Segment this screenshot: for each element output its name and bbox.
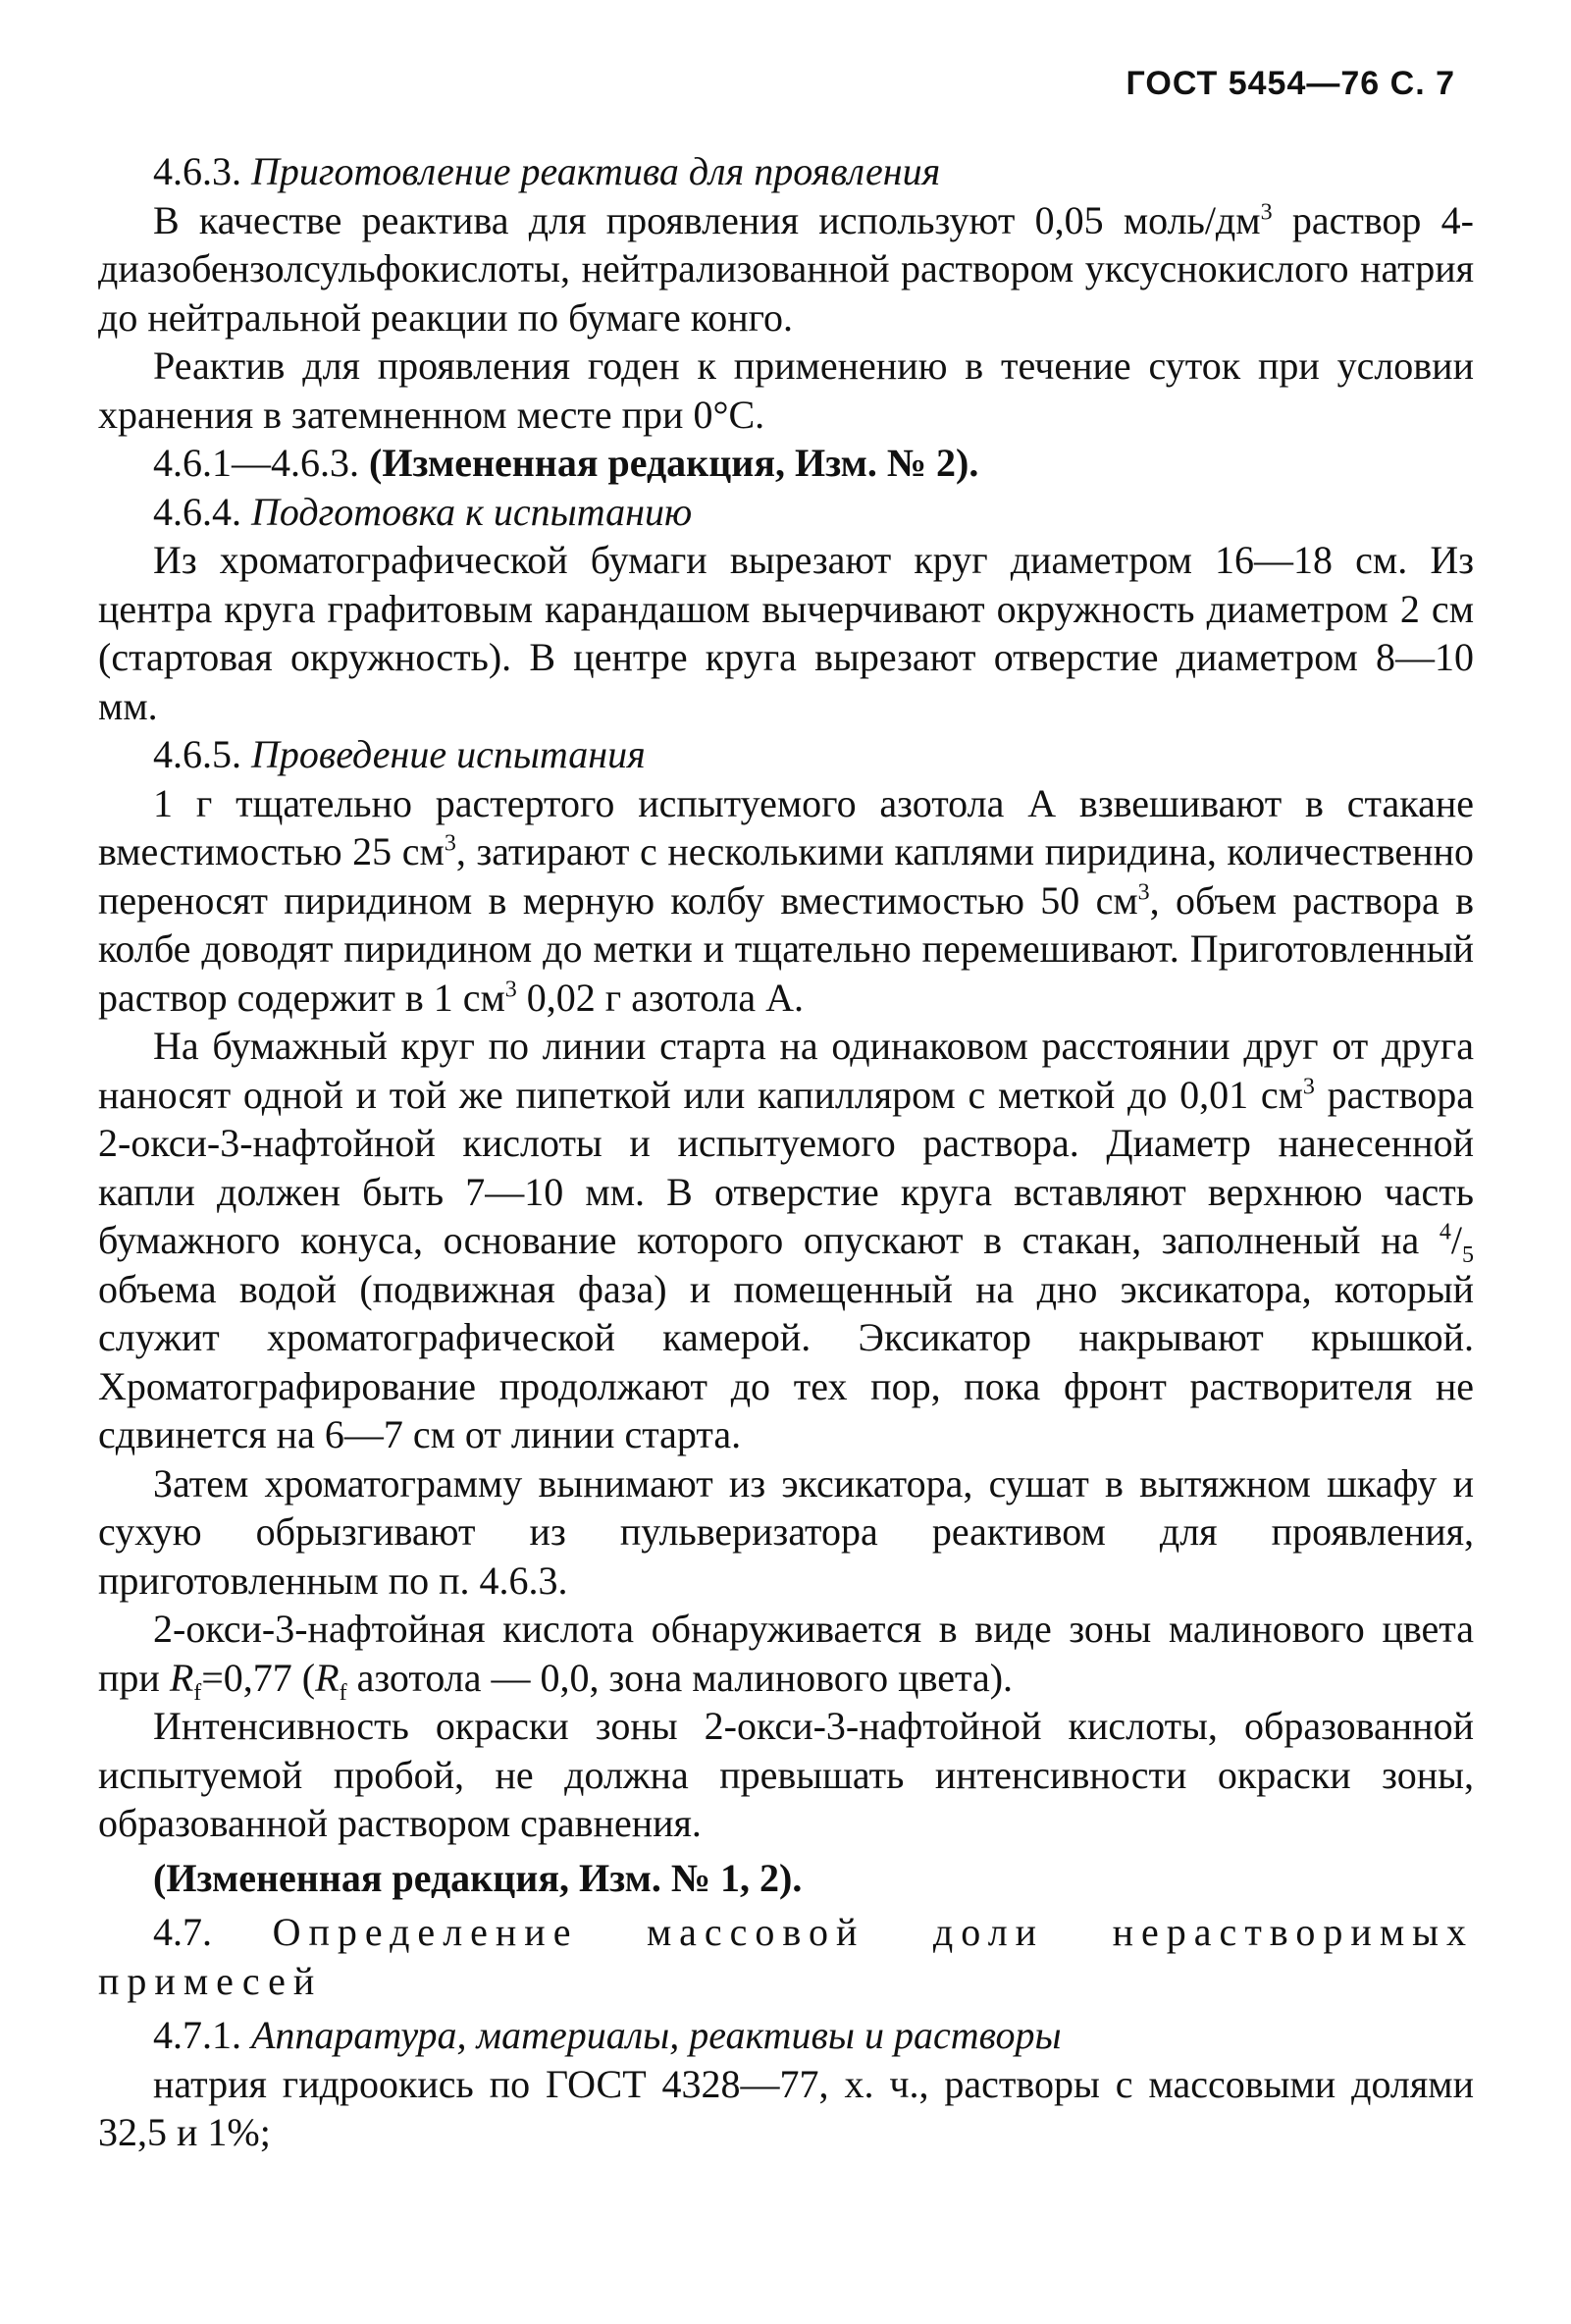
paragraph — [98, 779, 1474, 1023]
paragraph — [98, 1605, 1474, 1706]
section-number: 4.7. — [153, 1910, 273, 1954]
section-title: Приготовление реактива для проявления — [251, 149, 941, 193]
text-run: раствора 2-окси-3-нафтойной кислоты и испытуемого раствора. Диаметр нанесенной капли должен быть 7—10 мм. В отверстие круга вставляют верхнюю часть бумажного конуса, основание которого опускают в стакан, заполненый на — [98, 1072, 1474, 1262]
section-heading-4-7-1 — [98, 2011, 1474, 2060]
amendment-note — [98, 439, 1474, 488]
amendment-note: (Измененная редакция, Изм. № 1, 2). — [153, 1855, 803, 1900]
section-number: 4.6.5. — [153, 732, 251, 776]
section-title: Определение массовой доли нерастворимых примесей — [98, 1910, 1474, 2003]
math-symbol: R — [315, 1655, 340, 1700]
paragraph: натрия гидроокись по ГОСТ 4328—77, х. ч., растворы с массовыми долями 32,5 и 1%; — [98, 2061, 1474, 2154]
text-run: , затирают с несколькими каплями пиридина, количественно переносят пиридином в мерную колбу вместимостью 50 см — [98, 829, 1474, 923]
superscript: 3 — [1137, 879, 1150, 906]
section-number: 4.6.3. — [153, 149, 241, 193]
text-run: 4.6.1—4.6.3. — [153, 441, 369, 485]
text-run: объема водой (подвижная фаза) и помещенный на дно эксикатора, который служит хроматографической камерой. Эксикатор накрывают крышкой. Хроматографирование продолжают до тех пор, пока фронт растворителя не сдвинется на 6—7 см от линии старта. — [98, 1266, 1474, 1456]
paragraph — [98, 1022, 1474, 1459]
fraction-slash: / — [1450, 1218, 1462, 1262]
fraction-denominator: 5 — [1462, 1242, 1474, 1268]
text-run: На бумажный круг по линии старта на одинаковом расстоянии друг от друга наносят одной и той же пипеткой или капилляром с меткой до 0,01 см — [98, 1024, 1474, 1117]
subscript: f — [339, 1679, 347, 1706]
superscript: 3 — [1302, 1074, 1315, 1100]
text-run: 1 г тщательно растертого испытуемого азотола А взвешивают в стакане вместимостью 25 см — [98, 780, 1474, 873]
section-title: Аппаратура, материалы, реактивы и растворы — [251, 2013, 1062, 2057]
text-run: =0,77 ( — [201, 1655, 316, 1700]
section-title: Проведение испытания — [251, 732, 646, 776]
text-run: азотола — 0,0, зона малинового цвета). — [346, 1655, 1014, 1700]
superscript: 3 — [1260, 199, 1273, 226]
section-title: Подготовка к испытанию — [251, 489, 693, 534]
text-run: раствор 4-диазобензолсульфокислоты, нейтрализованной раствором уксуснокислого натрия до нейтральной реакции по бумаге конго. — [98, 197, 1474, 340]
section-heading-4-6-5 — [98, 730, 1474, 779]
text-run: , объем раствора в колбе доводят пиридином до метки и тщательно перемешивают. Приготовленный раствор содержит в 1 см — [98, 877, 1474, 1020]
section-number: 4.6.4. — [153, 489, 251, 534]
document-body — [98, 147, 1474, 2157]
superscript: 3 — [504, 977, 517, 1003]
paragraph: Из хроматографической бумаги вырезают круг диаметром 16—18 см. Из центра круга графитовым карандашом вычерчивают окружность диаметром 2 см (стартовая окружность). В центре круга вырезают отверстие диаметром 8—10 мм. — [98, 538, 1474, 728]
text-run: В качестве реактива для проявления используют 0,05 моль/дм — [153, 197, 1261, 242]
text-run: 0,02 г азотола А. — [516, 975, 805, 1020]
fraction-numerator: 4 — [1439, 1219, 1451, 1245]
superscript: 3 — [444, 830, 456, 857]
text-run: 2-окси-3-нафтойная кислота обнаруживается в виде зоны малинового цвета при — [98, 1607, 1474, 1700]
section-heading-4-7 — [98, 1908, 1474, 2005]
subscript: f — [193, 1679, 202, 1706]
section-number: 4.7.1. — [153, 2013, 251, 2057]
paragraph: Интенсивность окраски зоны 2-окси-3-нафтойной кислоты, образованной испытуемой пробой, не должна превышать интенсивности окраски зоны, образованной раствором сравнения. — [98, 1704, 1474, 1845]
math-symbol: R — [169, 1655, 194, 1700]
running-head: ГОСТ 5454—76 С. 7 — [1126, 65, 1455, 102]
section-heading-4-6-4 — [98, 488, 1474, 537]
paragraph — [98, 196, 1474, 343]
paragraph: Затем хроматограмму вынимают из эксикатора, сушат в вытяжном шкафу и сухую обрызгивают из пульверизатора реактивом для проявления, приготовленным по п. 4.6.3. — [98, 1460, 1474, 1603]
amendment-text: (Измененная редакция, Изм. № 2). — [369, 441, 979, 485]
paragraph: Реактив для проявления годен к применению в течение суток при условии хранения в затемненном месте при 0°С. — [98, 343, 1474, 437]
section-heading-4-6-3 — [98, 147, 1474, 196]
